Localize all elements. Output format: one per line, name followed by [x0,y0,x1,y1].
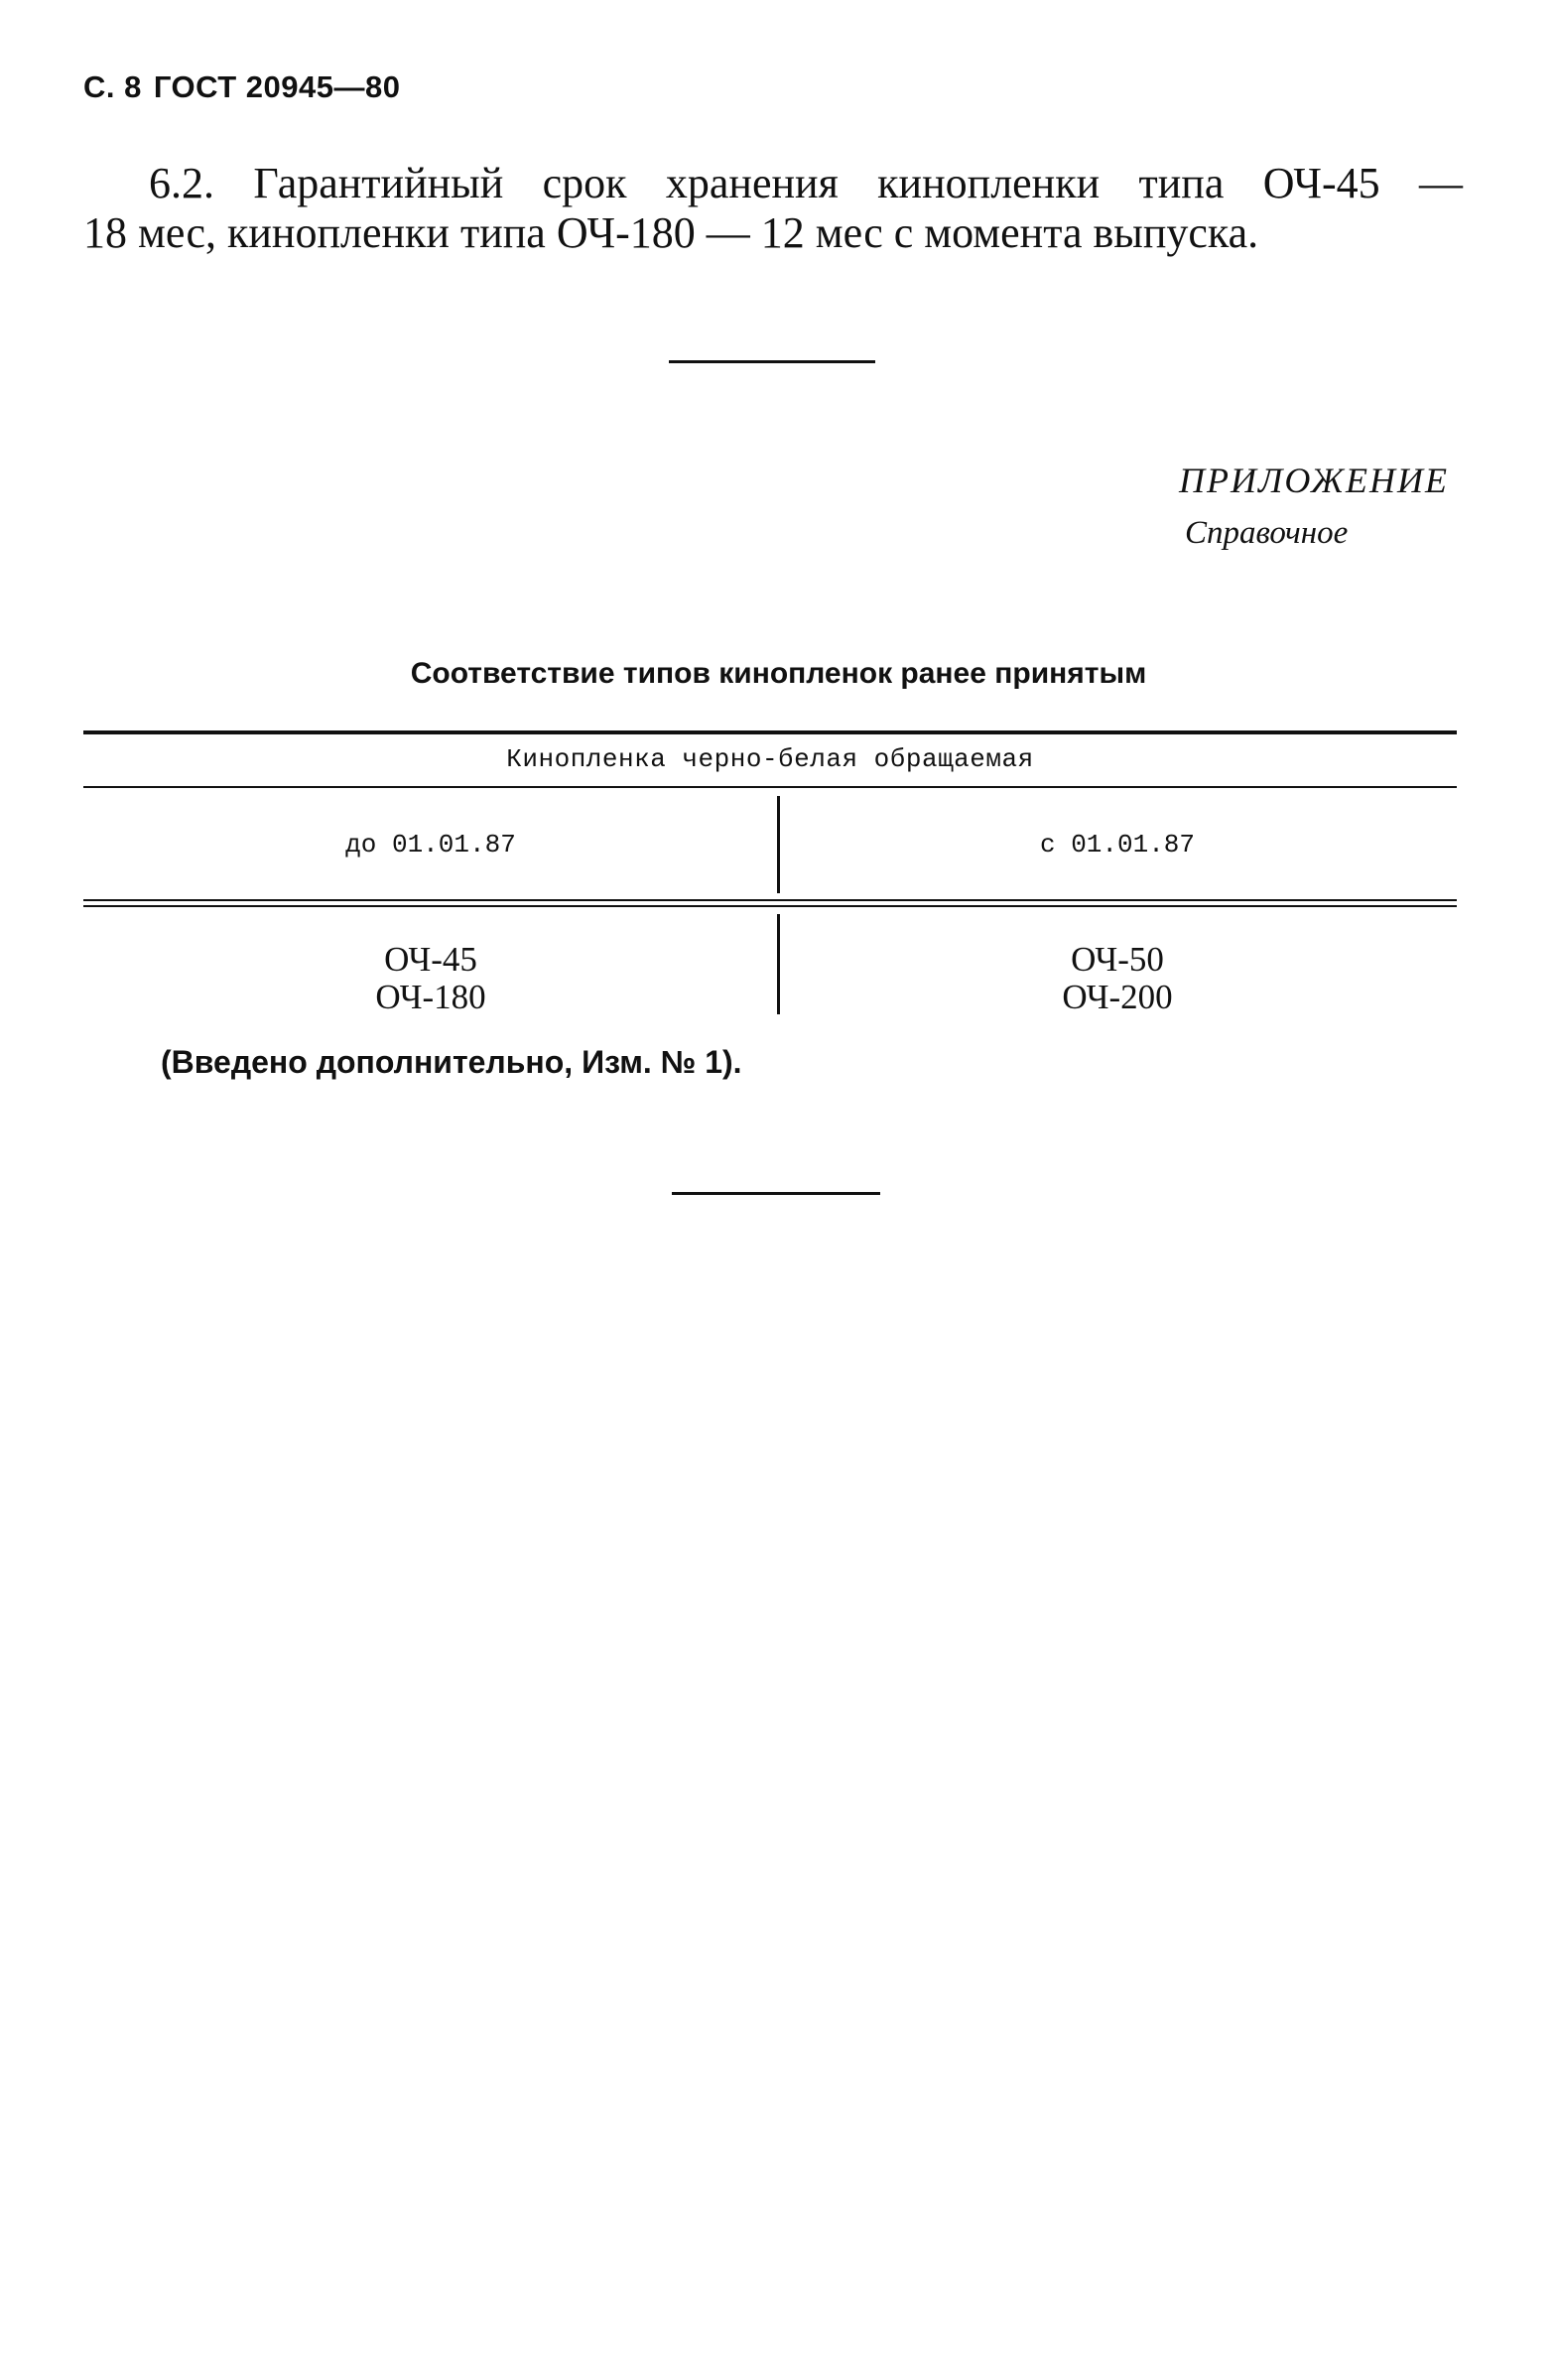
standard-number: ГОСТ 20945—80 [153,69,401,104]
correspondence-table [83,730,1457,1018]
table-cell: ОЧ-50 [1071,940,1164,979]
table-double-rule-top [83,899,1457,901]
section-divider-top [669,360,875,363]
appendix-title: ПРИЛОЖЕНИЕ [1179,461,1449,500]
table-title: Соответствие типов кинопленок ранее принятым [410,657,1147,690]
table-cell: ОЧ-180 [375,978,486,1016]
section-6-2-paragraph [83,159,1463,258]
page-number: С. 8 [83,69,142,104]
page-header [83,69,401,105]
table-column-header-after: с 01.01.87 [1039,830,1196,859]
table-cell: ОЧ-200 [1062,978,1173,1016]
table-span-header: Кинопленка черно-белая обращаемая [506,744,1034,774]
table-cell: ОЧ-45 [384,940,477,979]
section-divider-bottom [672,1192,880,1195]
paragraph-line-1: 6.2. Гарантийный срок хранения кинопленки типа ОЧ-45 — [149,159,1463,207]
table-body-column-after [778,941,1457,1016]
table-header-divider [83,786,1457,788]
appendix-note: Справочное [1185,515,1349,551]
table-top-border [83,730,1457,734]
table-body-column-before [83,941,778,1016]
table-double-rule-bottom [83,905,1457,907]
table-column-header-before: до 01.01.87 [345,830,516,859]
amendment-footnote: (Введено дополнительно, Изм. № 1). [161,1044,742,1080]
paragraph-line-2: 18 мес, кинопленки типа ОЧ-180 — 12 мес с момента выпуска. [83,208,1259,257]
